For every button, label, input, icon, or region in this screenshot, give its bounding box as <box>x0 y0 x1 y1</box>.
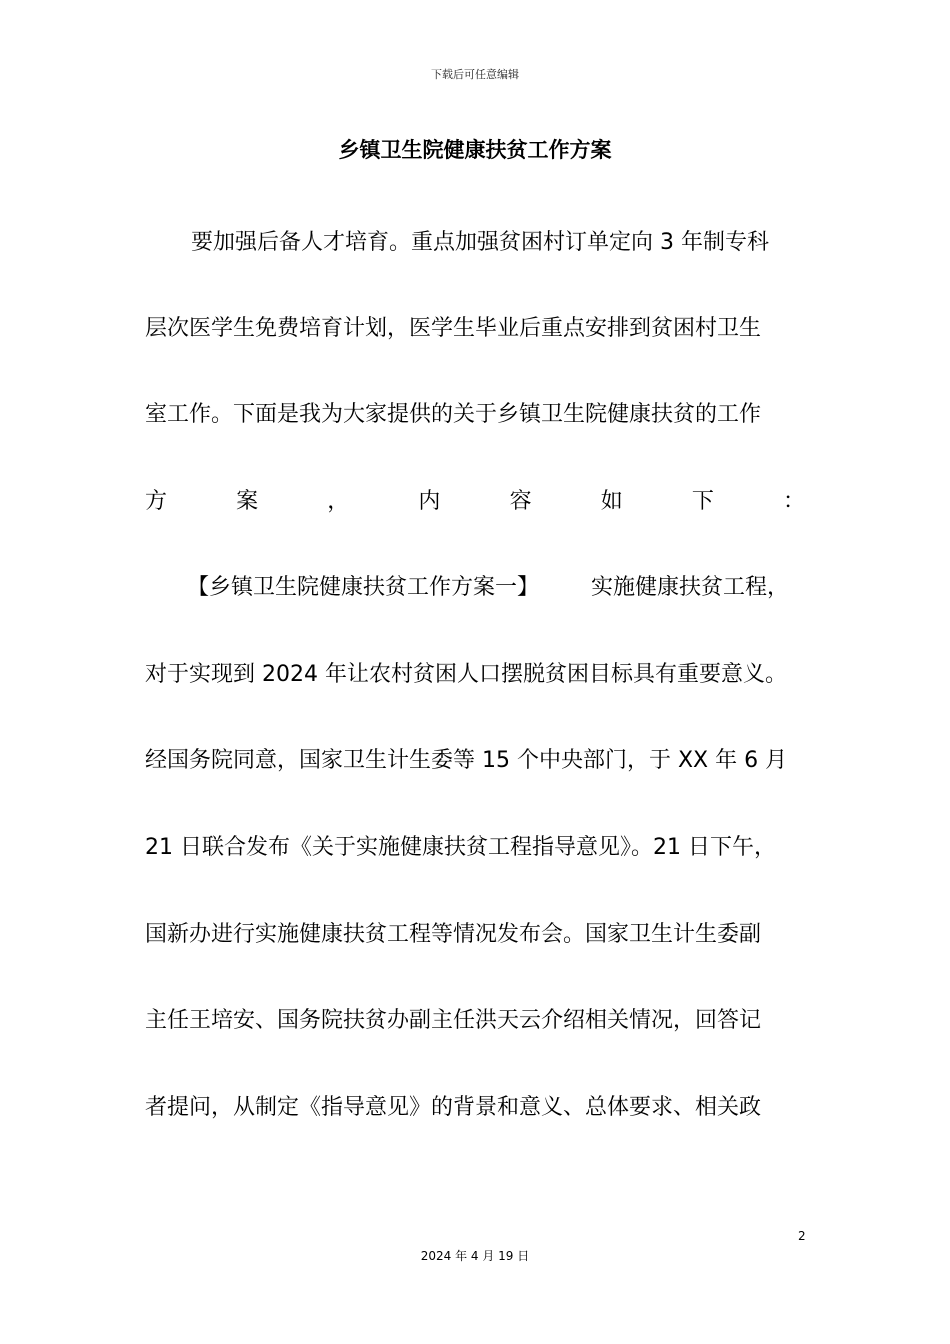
justified-char: ， <box>327 489 350 514</box>
paragraph-line: 国新办进行实施健康扶贫工程等情况发布会。国家卫生计生委副 <box>145 922 762 947</box>
paragraph-line: 者提问，从制定《指导意见》的背景和意义、总体要求、相关政 <box>145 1095 762 1120</box>
justified-char: 容 <box>509 489 532 514</box>
paragraph-line: 室工作。下面是我为大家提供的关于乡镇卫生院健康扶贫的工作 <box>145 402 762 427</box>
justified-line <box>145 487 805 517</box>
paragraph-line: 层次医学生免费培育计划，医学生毕业后重点安排到贫困村卫生 <box>145 316 762 341</box>
document-title: 乡镇卫生院健康扶贫工作方案 <box>338 138 612 162</box>
page-number: 2 <box>798 1229 806 1243</box>
justified-char: ： <box>782 489 805 514</box>
justified-char: 案 <box>236 489 259 514</box>
section-heading-tail: 实施健康扶贫工程， <box>591 575 790 600</box>
justified-char: 方 <box>145 489 168 514</box>
paragraph-line: 21 日联合发布《关于实施健康扶贫工程指导意见》。21 日下午， <box>145 835 776 860</box>
paragraph-line: 对于实现到 2024 年让农村贫困人口摆脱贫困目标具有重要意义。 <box>145 662 787 687</box>
justified-char: 如 <box>600 489 623 514</box>
paragraph-line: 经国务院同意，国家卫生计生委等 15 个中央部门，于 XX 年 6 月 <box>145 748 788 773</box>
paragraph-line: 主任王培安、国务院扶贫办副主任洪天云介绍相关情况，回答记 <box>145 1008 762 1033</box>
footer-date: 2024 年 4 月 19 日 <box>420 1249 530 1263</box>
justified-char: 下 <box>691 489 714 514</box>
paragraph-line: 要加强后备人才培育。重点加强贫困村订单定向 3 年制专科 <box>191 230 769 255</box>
justified-char: 内 <box>418 489 441 514</box>
section-heading-line <box>145 573 827 603</box>
page-header-note: 下载后可任意编辑 <box>431 68 519 81</box>
section-heading: 【乡镇卫生院健康扶贫工作方案一】 <box>187 575 540 600</box>
